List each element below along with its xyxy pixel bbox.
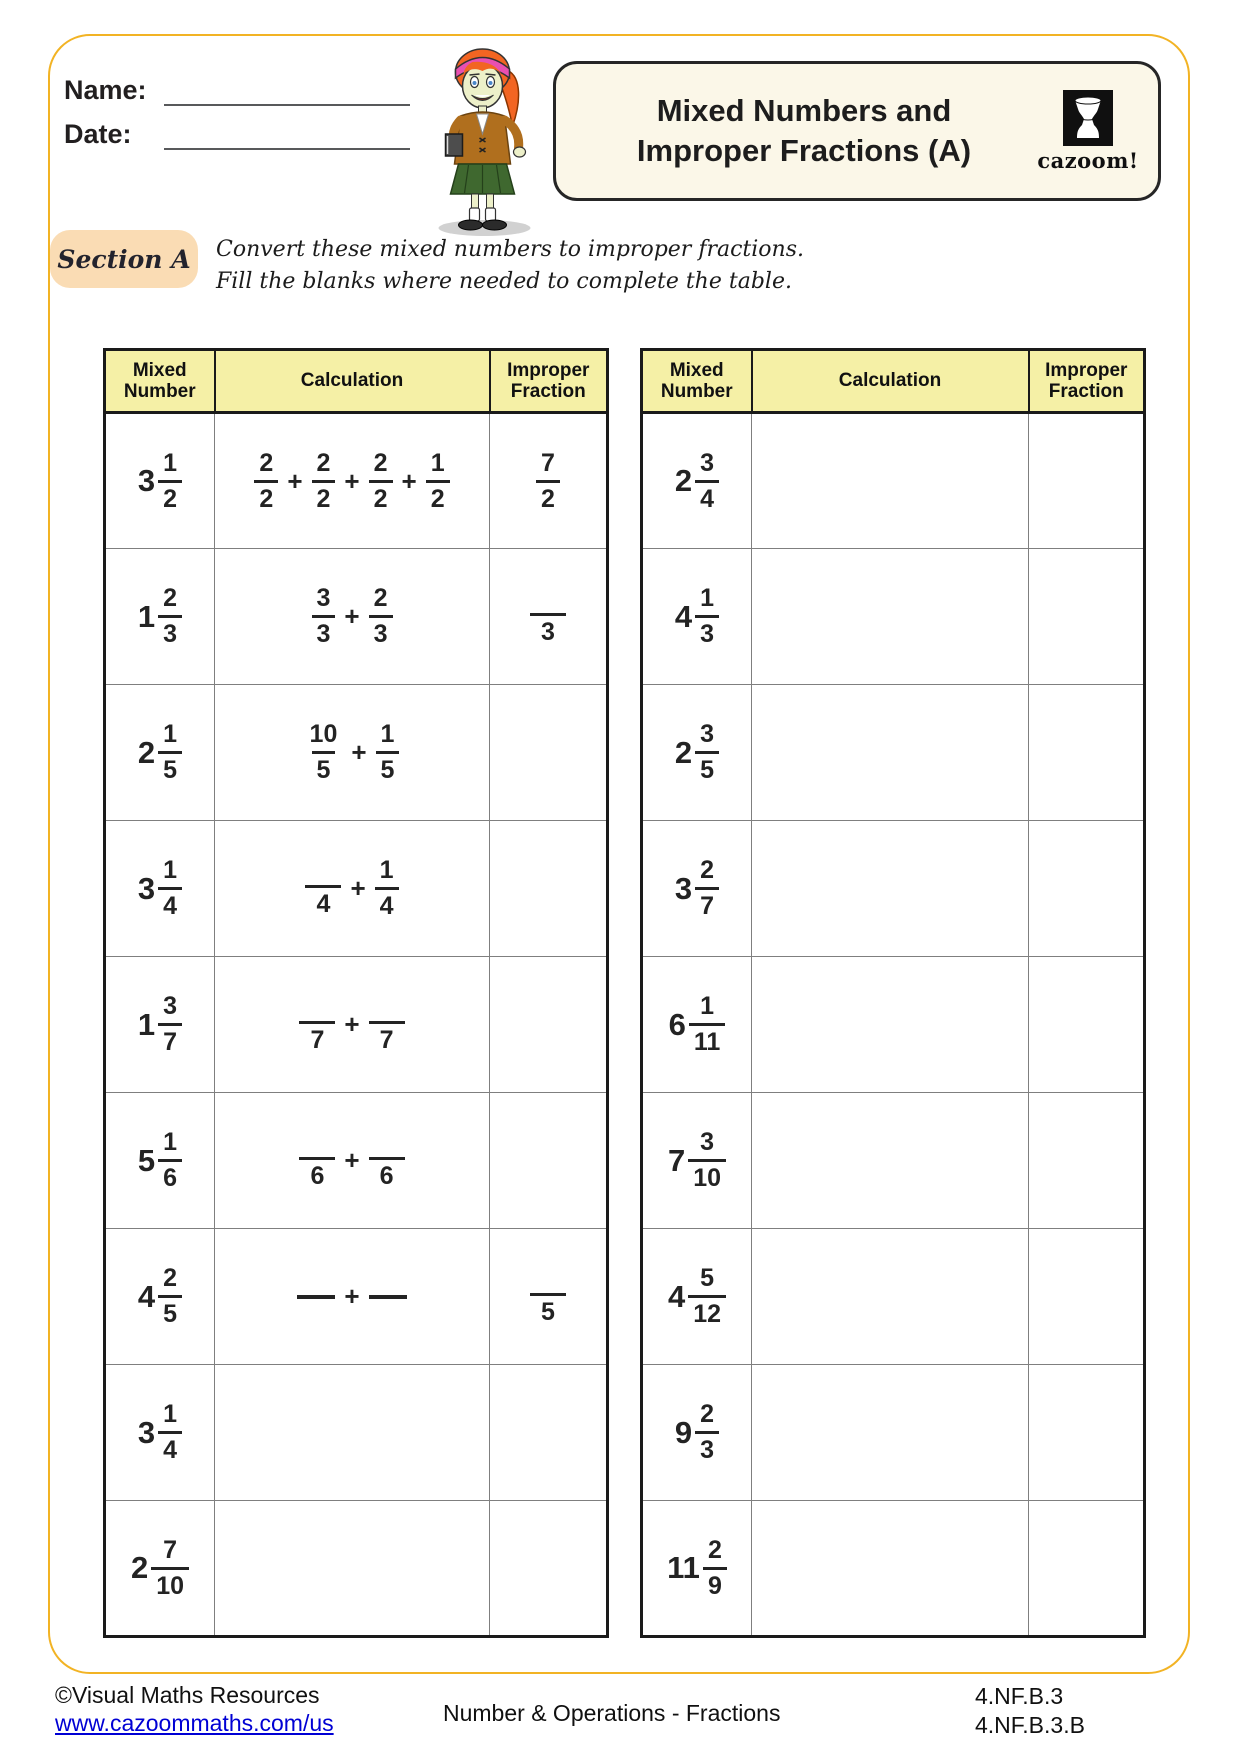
worksheet-table-left-body — [105, 413, 608, 1637]
calculation-cell — [752, 1229, 1029, 1365]
calculation-cell — [752, 549, 1029, 685]
improper-fraction-cell — [490, 1501, 608, 1637]
fraction-numerator: 3 — [700, 720, 715, 748]
table-row — [642, 1501, 1145, 1637]
fraction — [426, 448, 450, 513]
table-row — [642, 1229, 1145, 1365]
fraction-denominator: 7 — [695, 887, 719, 919]
fraction-numerator: 2 — [373, 448, 388, 477]
whole-number: 6 — [668, 1006, 686, 1042]
whole-number: 7 — [667, 1142, 686, 1178]
fraction-numerator: 1 — [163, 720, 178, 748]
fraction-numerator: 1 — [163, 1400, 178, 1428]
table-row — [105, 549, 608, 685]
fraction — [369, 1132, 405, 1189]
whole-number: 1 — [137, 1006, 156, 1042]
fraction-denominator: 4 — [695, 480, 719, 512]
fraction-numerator: 5 — [700, 1264, 715, 1292]
section-a-badge: Section A — [50, 230, 198, 288]
fraction — [312, 586, 336, 647]
mixed-number-cell — [105, 1093, 215, 1229]
worksheet-table-left — [103, 348, 609, 1638]
fraction — [695, 448, 719, 513]
fraction-denominator: 7 — [158, 1023, 182, 1055]
calculation-cell — [215, 1093, 490, 1229]
fraction — [299, 1132, 335, 1189]
improper-fraction-cell — [490, 413, 608, 549]
fraction-denominator: 3 — [312, 615, 336, 647]
mixed-number-cell — [105, 957, 215, 1093]
fraction-numerator: 2 — [316, 448, 331, 477]
plus-sign: + — [351, 737, 367, 767]
fraction-denominator: 10 — [151, 1567, 189, 1599]
improper-fraction-cell — [1029, 549, 1145, 685]
whole-number: 2 — [674, 463, 693, 498]
fraction-denominator: 2 — [254, 480, 278, 512]
mixed-number-cell — [105, 1229, 215, 1365]
name-input-line — [164, 74, 410, 106]
fraction — [158, 858, 182, 919]
fraction-numerator — [541, 588, 555, 613]
fraction — [375, 858, 399, 919]
fraction-numerator: 1 — [379, 856, 394, 884]
improper-fraction-cell — [490, 821, 608, 957]
calculation-expression — [299, 996, 404, 1053]
fraction-denominator: 3 — [369, 615, 393, 647]
mixed-number — [668, 1130, 726, 1191]
fraction — [536, 448, 560, 513]
cazoom-logo — [1032, 90, 1144, 173]
fraction-denominator: 2 — [369, 480, 393, 512]
mixed-number — [675, 858, 719, 919]
calculation-cell — [752, 821, 1029, 957]
calculation-cell — [752, 413, 1029, 549]
fraction — [158, 1402, 182, 1463]
fraction-denominator: 3 — [158, 615, 182, 647]
plus-sign: + — [344, 601, 360, 631]
fraction-numerator — [310, 996, 324, 1021]
mixed-number — [138, 1402, 182, 1463]
col-header-calculation: Calculation — [752, 350, 1029, 413]
improper-fraction-cell — [490, 1229, 608, 1365]
mixed-number — [130, 1535, 189, 1600]
worksheet-table-right-body — [642, 413, 1145, 1637]
fraction-numerator: 7 — [163, 1535, 178, 1564]
fraction — [695, 858, 719, 919]
fraction-numerator: 3 — [163, 992, 178, 1020]
fraction — [158, 586, 182, 647]
instruction-line-2: Fill the blanks where needed to complete the table. — [216, 268, 792, 294]
fraction-denominator: 12 — [688, 1295, 726, 1327]
fraction-numerator: 2 — [163, 584, 178, 612]
whole-number: 4 — [667, 1278, 686, 1314]
fraction-denominator: 3 — [530, 613, 566, 645]
improper-fraction-cell — [1029, 1229, 1145, 1365]
improper-fraction-cell — [490, 957, 608, 1093]
fraction-numerator — [541, 1268, 555, 1293]
worksheet-title — [556, 91, 1032, 170]
whole-number: 2 — [674, 734, 693, 770]
fraction — [158, 1130, 182, 1191]
improper-fraction-cell — [1029, 1501, 1145, 1637]
calculation-cell — [752, 1365, 1029, 1501]
improper-fraction-cell — [490, 685, 608, 821]
fraction-denominator: 5 — [158, 1295, 182, 1327]
col-header-improper-fraction: Improper Fraction — [490, 350, 608, 413]
table-row — [105, 1093, 608, 1229]
fraction-numerator: 2 — [707, 1535, 722, 1564]
improper-fraction-cell — [490, 549, 608, 685]
fraction-denominator: 3 — [695, 615, 719, 647]
col-header-improper-fraction: Improper Fraction — [1029, 350, 1145, 413]
mixed-number-cell — [105, 413, 215, 549]
whole-number: 2 — [130, 1550, 149, 1585]
fraction — [151, 1535, 189, 1600]
fraction-numerator: 3 — [700, 1128, 715, 1156]
drum-icon — [1063, 90, 1113, 146]
table-row — [642, 549, 1145, 685]
fraction — [688, 1130, 726, 1191]
calculation-expression — [254, 448, 449, 513]
fraction-denominator: 10 — [688, 1159, 726, 1191]
whole-number: 2 — [137, 734, 156, 770]
fraction-denominator: 3 — [695, 1431, 719, 1463]
plus-sign: + — [344, 465, 360, 496]
col-header-mixed-number: Mixed Number — [642, 350, 752, 413]
footer-standards — [975, 1682, 1085, 1740]
title-box — [553, 61, 1161, 201]
table-row — [642, 1093, 1145, 1229]
whole-number: 4 — [137, 1278, 156, 1314]
worksheet-table-right — [640, 348, 1146, 1638]
logo-wordmark: cazoom! — [1037, 147, 1139, 173]
fraction — [703, 1535, 727, 1600]
table-row — [642, 1365, 1145, 1501]
fraction-numerator: 2 — [373, 584, 388, 612]
improper-fraction-cell — [1029, 1093, 1145, 1229]
calculation-cell — [752, 1093, 1029, 1229]
fraction — [254, 448, 278, 513]
calculation-cell — [752, 685, 1029, 821]
mixed-number-cell — [105, 549, 215, 685]
fraction-numerator: 3 — [316, 584, 331, 612]
fraction — [689, 994, 725, 1055]
calculation-cell — [215, 957, 490, 1093]
improper-fraction-cell — [490, 1365, 608, 1501]
fraction-denominator: 5 — [376, 751, 400, 783]
mixed-number-cell — [105, 1365, 215, 1501]
fraction-denominator: 11 — [689, 1023, 725, 1055]
calculation-expression — [305, 858, 398, 919]
plus-sign: + — [344, 1009, 360, 1039]
whole-number: 3 — [137, 1414, 156, 1450]
fraction-numerator: 1 — [700, 584, 715, 612]
section-instructions — [216, 234, 804, 298]
fraction-denominator: 4 — [158, 887, 182, 919]
fraction-numerator — [316, 860, 330, 885]
whole-number: 3 — [674, 870, 693, 906]
fraction — [695, 586, 719, 647]
fraction-numerator: 2 — [700, 1400, 715, 1428]
standard-code-1: 4.NF.B.3 — [975, 1683, 1064, 1709]
mixed-number-cell — [642, 1501, 752, 1637]
fraction — [305, 860, 341, 917]
blank-fraction-dash — [369, 1295, 407, 1299]
mixed-number-cell — [105, 1501, 215, 1637]
mixed-number-cell — [642, 1093, 752, 1229]
mixed-number-cell — [642, 821, 752, 957]
fraction — [158, 994, 182, 1055]
plus-sign: + — [344, 1145, 360, 1175]
fraction — [369, 448, 393, 513]
whole-number: 3 — [137, 870, 156, 906]
fraction-numerator: 7 — [541, 448, 555, 477]
whole-number: 9 — [674, 1414, 693, 1450]
mixed-number — [675, 722, 719, 783]
calculation-cell — [752, 1501, 1029, 1637]
fraction — [530, 588, 566, 645]
title-line-1: Mixed Numbers and — [656, 93, 952, 129]
mixed-number-cell — [642, 549, 752, 685]
calculation-cell — [215, 1501, 490, 1637]
fraction-numerator: 1 — [700, 992, 715, 1020]
title-line-2: Improper Fractions (A) — [636, 133, 972, 168]
fraction-numerator: 3 — [700, 448, 715, 477]
mixed-number-cell — [642, 685, 752, 821]
col-header-calculation: Calculation — [215, 350, 490, 413]
calculation-expression — [299, 1132, 404, 1189]
fraction-denominator: 2 — [536, 480, 560, 512]
footer-website-link[interactable]: www.cazoommaths.com/us — [55, 1710, 334, 1736]
calculation-cell — [752, 957, 1029, 1093]
fraction — [299, 996, 335, 1053]
fraction-numerator — [380, 1132, 394, 1157]
fraction — [305, 722, 343, 783]
plus-sign: + — [401, 465, 417, 496]
table-row — [105, 821, 608, 957]
mixed-number — [667, 1535, 727, 1600]
fraction-denominator: 6 — [158, 1159, 182, 1191]
calculation-expression — [305, 722, 400, 783]
fraction-denominator: 7 — [369, 1021, 405, 1053]
improper-fraction-cell — [1029, 821, 1145, 957]
fraction — [369, 996, 405, 1053]
improper-fraction-cell — [1029, 413, 1145, 549]
fraction-denominator: 7 — [299, 1021, 335, 1053]
fraction — [312, 448, 336, 513]
fraction-numerator: 2 — [163, 1264, 178, 1292]
standard-code-2: 4.NF.B.3.B — [975, 1711, 1085, 1738]
mixed-number — [138, 858, 182, 919]
table-row — [105, 957, 608, 1093]
fraction — [376, 722, 400, 783]
fraction-numerator: 2 — [259, 448, 274, 477]
calculation-cell — [215, 685, 490, 821]
fraction-denominator: 5 — [530, 1293, 566, 1325]
mixed-number-cell — [642, 1365, 752, 1501]
mixed-number — [138, 722, 182, 783]
plus-sign: + — [344, 1281, 360, 1311]
mixed-number — [138, 994, 182, 1055]
mixed-number — [668, 1266, 726, 1327]
calculation-expression — [312, 586, 393, 647]
mixed-number — [675, 1402, 719, 1463]
fraction-denominator: 2 — [312, 480, 336, 512]
fraction — [688, 1266, 726, 1327]
whole-number: 11 — [667, 1550, 700, 1585]
table-row — [105, 1229, 608, 1365]
fraction-numerator: 1 — [163, 448, 178, 477]
improper-fraction-cell — [1029, 685, 1145, 821]
table-row — [105, 1501, 608, 1637]
instruction-line-1: Convert these mixed numbers to improper fractions. — [216, 237, 804, 262]
calculation-cell — [215, 549, 490, 685]
mixed-number-cell — [642, 413, 752, 549]
fraction — [530, 1268, 566, 1325]
table-row — [642, 821, 1145, 957]
fraction-denominator: 5 — [312, 751, 336, 783]
whole-number: 3 — [137, 463, 156, 498]
table-row — [642, 685, 1145, 821]
fraction-denominator: 9 — [703, 1567, 727, 1599]
mixed-number — [669, 994, 726, 1055]
footer-topic: Number & Operations - Fractions — [443, 1700, 781, 1726]
fraction-numerator: 1 — [163, 1128, 178, 1156]
fraction-numerator — [380, 996, 394, 1021]
plus-sign: + — [287, 465, 303, 496]
mixed-number-cell — [642, 957, 752, 1093]
fraction-denominator: 4 — [158, 1431, 182, 1463]
fraction-denominator: 6 — [369, 1157, 405, 1189]
mixed-number — [138, 586, 182, 647]
date-input-line — [164, 118, 410, 150]
fraction — [158, 722, 182, 783]
fraction-numerator: 1 — [430, 448, 445, 477]
calculation-cell — [215, 413, 490, 549]
col-header-mixed-number: Mixed Number — [105, 350, 215, 413]
student-girl-illustration — [420, 42, 545, 238]
table-row — [105, 413, 608, 549]
table-row — [642, 413, 1145, 549]
date-label: Date: — [64, 119, 132, 149]
improper-fraction-cell — [1029, 957, 1145, 1093]
whole-number: 4 — [674, 598, 693, 634]
table-row — [642, 957, 1145, 1093]
fraction-denominator: 4 — [305, 885, 341, 917]
mixed-number — [675, 586, 719, 647]
fraction-numerator — [310, 1132, 324, 1157]
name-label: Name: — [64, 75, 147, 105]
fraction — [695, 1402, 719, 1463]
fraction-denominator: 5 — [695, 751, 719, 783]
fraction-denominator: 5 — [158, 751, 182, 783]
fraction-denominator: 2 — [158, 480, 182, 512]
fraction-numerator: 1 — [380, 720, 395, 748]
fraction — [158, 448, 182, 513]
improper-fraction-cell — [1029, 1365, 1145, 1501]
fraction-numerator: 2 — [700, 856, 715, 884]
mixed-number — [674, 448, 719, 513]
mixed-number-cell — [642, 1229, 752, 1365]
fraction — [158, 1266, 182, 1327]
fraction-denominator: 4 — [375, 887, 399, 919]
calculation-expression — [297, 1281, 406, 1312]
fraction-denominator: 2 — [426, 480, 450, 512]
fraction — [695, 722, 719, 783]
footer-copyright: ©Visual Maths Resources — [55, 1682, 320, 1708]
mixed-number-cell — [105, 685, 215, 821]
calculation-cell — [215, 1365, 490, 1501]
fraction-numerator: 10 — [309, 720, 338, 748]
date-field — [64, 118, 410, 150]
improper-fraction-cell — [490, 1093, 608, 1229]
fraction-denominator: 6 — [299, 1157, 335, 1189]
mixed-number — [138, 1266, 182, 1327]
fraction-numerator: 1 — [163, 856, 178, 884]
mixed-number-cell — [105, 821, 215, 957]
calculation-cell — [215, 1229, 490, 1365]
fraction — [369, 586, 393, 647]
mixed-number — [138, 1130, 182, 1191]
whole-number: 1 — [137, 598, 156, 634]
calculation-cell — [215, 821, 490, 957]
blank-fraction-dash — [297, 1295, 335, 1299]
table-row — [105, 685, 608, 821]
table-row — [105, 1365, 608, 1501]
name-field — [64, 74, 410, 106]
mixed-number — [137, 448, 182, 513]
plus-sign: + — [350, 873, 366, 903]
whole-number: 5 — [137, 1142, 156, 1178]
